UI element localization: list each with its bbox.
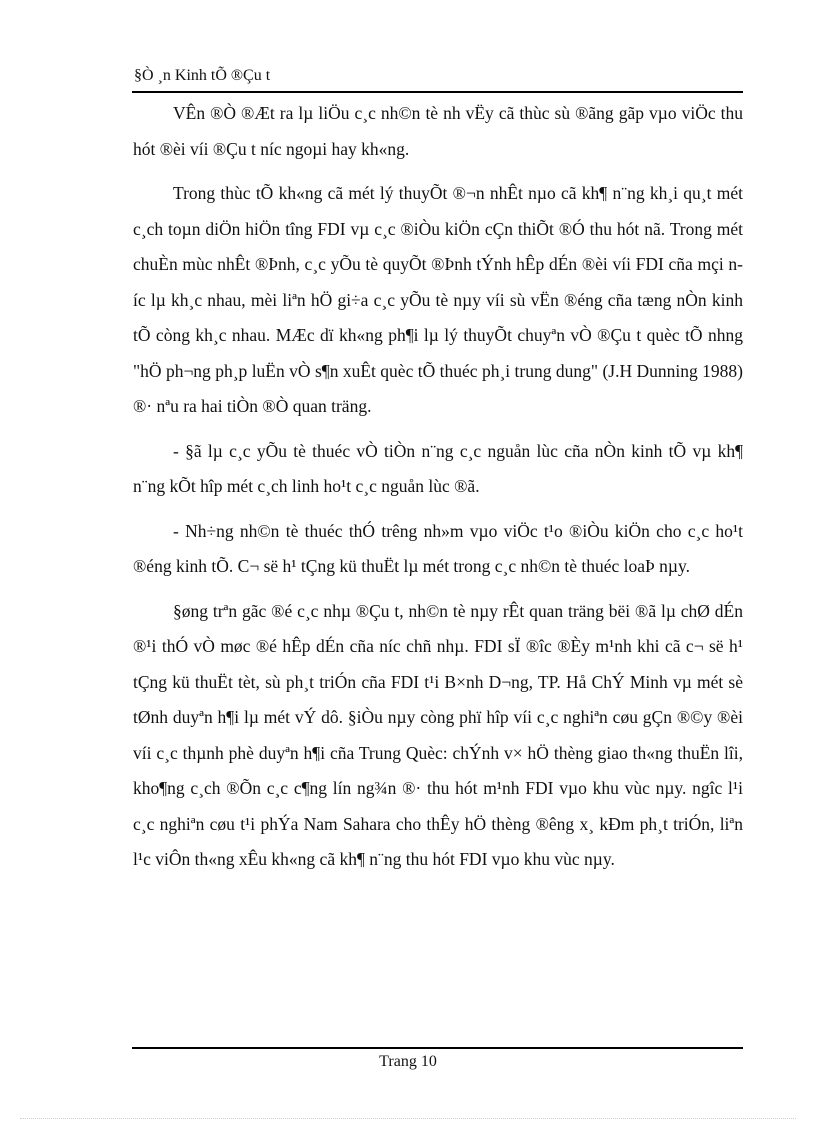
- paragraph-1: VÊn ®Ò ®Æt ra lµ liÖu c¸c nh©n tè nh vËy cã thùc sù ®ãng gãp vµo viÖc thu hót ®èi víi ®Çu t níc ngoµi hay kh«ng.: [133, 103, 743, 159]
- paragraph-3: - §ã lµ c¸c yÕu tè thuéc vÒ tiÒn n¨ng c¸c nguån lùc cña nÒn kinh tÕ vµ kh¶ n¨ng kÕt hîp mét c¸ch linh ho¹t c¸c nguån lùc ®ã.: [133, 440, 743, 496]
- paragraph-4: - Nh÷ng nh©n tè thuéc thÓ trêng nh»m vµo viÖc t¹o ®iÒu kiÖn cho c¸c ho¹t ®éng kinh tÕ. C¬ së h¹ tÇng kü thuËt lµ mét trong c¸c nh©n tè thuéc loaÞ nµy.: [133, 520, 743, 576]
- document-body: [133, 96, 743, 878]
- page-bottom-edge: [20, 1118, 796, 1119]
- paragraph-2: Trong thùc tÕ kh«ng cã mét lý thuyÕt ®¬n nhÊt nµo cã kh¶ n¨ng kh¸i qu¸t mét c¸ch toµn diÖn hiÖn tîng FDI vµ c¸c ®iÒu kiÖn cÇn thiÕt ®Ó thu hót nã. Trong mét chuÈn mùc nhÊt ®Þnh, c¸c yÕu tè quyÕt ®Þnh tÝnh hÊp dÉn ®èi víi FDI cña mçi níc lµ kh¸c nhau, mèi liªn hÖ gi÷a c¸c yÕu tè nµy víi sù vËn ®éng cña tæng nÒn kinh tÕ còng kh¸c nhau. MÆc dï kh«ng ph¶i lµ lý thuyÕt chuyªn vÒ ®Çu t quèc tÕ nhng "hÖ ph¬ng ph¸p luËn vÒ s¶n xuÊt quèc tÕ thuéc ph¸i trung dung" (J.H Dunning 1988) ®· nªu ra hai tiÒn ®Ò quan träng.: [133, 183, 743, 416]
- page-number: Trang 10: [379, 1053, 437, 1070]
- footer-divider: [132, 1047, 743, 1049]
- header-divider: [132, 91, 743, 93]
- paragraph-5: §øng trªn gãc ®é c¸c nhµ ®Çu t, nh©n tè nµy rÊt quan träng bëi ®ã lµ chØ dÉn ®¹i thÓ vÒ møc ®é hÊp dÉn cña níc chñ nhµ. FDI sÏ ®îc ®Èy m¹nh khi cã c¬ së h¹ tÇng kü thuËt tèt, sù ph¸t triÓn cña FDI t¹i B×nh D¬ng, TP. Hå ChÝ Minh vµ mét sè tØnh duyªn h¶i lµ mét vÝ dô. §iÒu nµy còng phï hîp víi c¸c nghiªn cøu gÇn ®©y ®èi víi c¸c thµnh phè duyªn h¶i cña Trung Quèc: chÝnh v× hÖ thèng giao th«ng thuËn lîi, kho¶ng c¸ch ®Õn c¸c c¶ng lín ng¾n ®· thu hót m¹nh FDI vµo khu vùc nµy. ngîc l¹i c¸c nghiªn cøu t¹i phÝa Nam Sahara cho thÊy hÖ thèng ®êng x¸ kÐm ph¸t triÓn, liªn l¹c viÔn th«ng xÊu kh«ng cã kh¶ n¨ng thu hót FDI vµo khu vùc nµy.: [133, 600, 743, 869]
- page-header-title: §Ò ¸n Kinh tÕ ®Çu t: [134, 67, 271, 84]
